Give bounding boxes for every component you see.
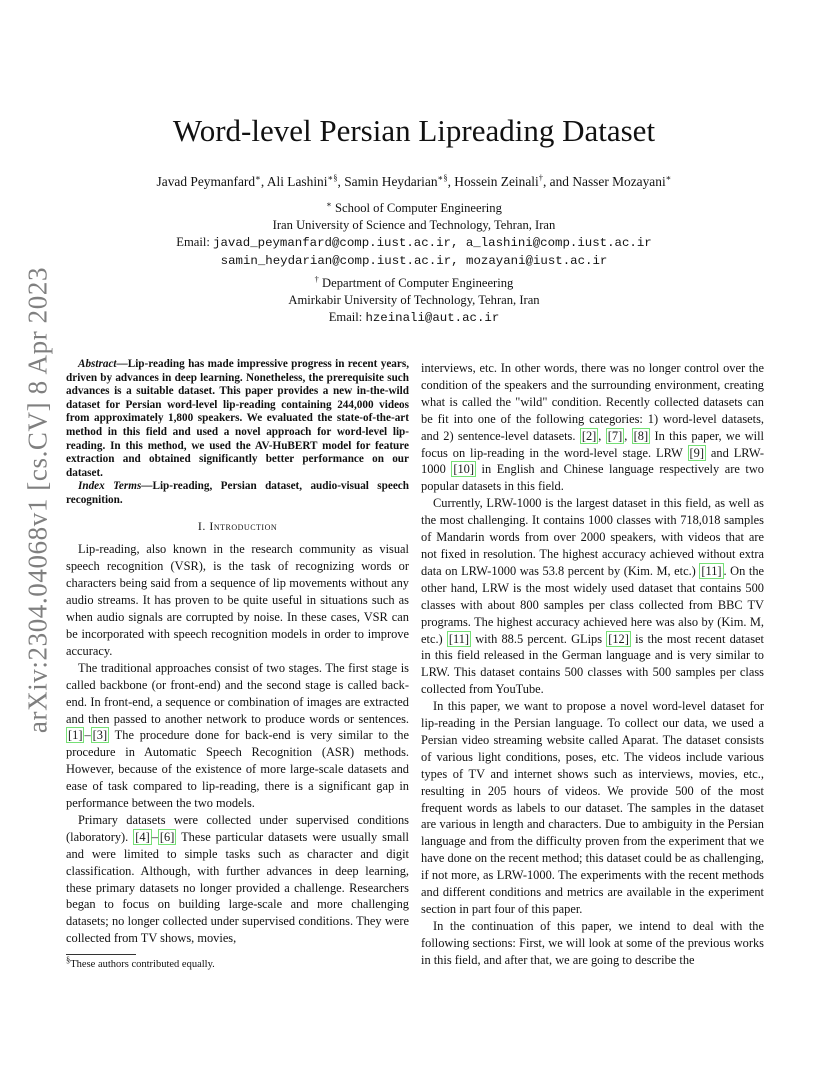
paragraph: Lip-reading, also known in the research community as visual speech recognition (VSR), is the task of recognizing words or characters being said from a sequence of lip movements without any audio streams. It has proven to be quite useful in situations such as when audio signals are corrupted by noise. In these cases, VSR can be incorporated with speech recognition models in order to improve accuracy. (66, 542, 409, 658)
paper-title: Word-level Persian Lipreading Dataset (172, 113, 656, 148)
citation-link[interactable]: [7] (607, 428, 623, 443)
affiliation-univ: Iran University of Science and Technology, Tehran, Iran (272, 218, 556, 232)
affiliation-2: † Department of Computer Engineering Amirkabir University of Technology, Tehran, Iran Email: hzeinali@aut.ac.ir (0, 275, 828, 327)
paragraph: interviews, etc. In other words, there was no longer control over the condition of the speakers and the surrounding environment, creating what is called the "wild" condition. Recently collected datasets can be fit into one of the following categories: 1) word-level datasets, and 2) sentence-level datasets. [2] , [7] , [8] In this paper, we will focus on lip-reading in the word-level stage. LRW [9] and LRW-1000 [10] in English and Chinese language respectively are two popular datasets in this field. (421, 361, 764, 494)
paragraph: The traditional approaches consist of two stages. The first stage is called backbone (or front-end) and the second stage is called back-end. In front-end, a sequence or combination of images are extracted and then passed to another network to produce words or sentences. [1] – [3] The procedure done for back-end is very similar to the procedure in Automatic Speech Recognition (ASR) methods. However, because of the existence of more large-scale datasets and ease of task compared to lip-reading, there is a significant gap in performance between the two models. (66, 660, 409, 811)
author-name: Samin Heydarian (344, 174, 438, 189)
citation-link[interactable]: [9] (689, 445, 704, 460)
section-heading: I. Introduction (197, 518, 278, 533)
citation-link[interactable]: [12] (608, 631, 629, 646)
footnote-rule (66, 954, 136, 955)
arxiv-stamp (8, 266, 68, 734)
left-column (66, 358, 409, 947)
index-terms: Index Terms—Lip-reading, Persian dataset, audio-visual speech recognition. (66, 480, 409, 506)
email: hzeinali@aut.ac.ir (365, 311, 500, 325)
citation-link[interactable]: [4] (135, 829, 150, 844)
author-name: Hossein Zeinali (454, 174, 539, 189)
affiliation-dept: School of Computer Engineering (335, 201, 502, 215)
paragraph: In the continuation of this paper, we intend to deal with the following sections: First, we will look at some of the previous works in this field, and after that, we are going to describe the (421, 918, 764, 967)
footnote: §These authors contributed equally. (66, 954, 215, 970)
email-list: samin_heydarian@comp.iust.ac.ir, mozayani@iust.ac.ir (220, 254, 608, 268)
citation-link[interactable]: [11] (448, 631, 470, 646)
abstract: Abstract—Lip-reading has made impressive progress in recent years, driven by advances in deep learning. Nonetheless, the prerequisite such advances is a suitable dataset. This paper provides a new in-the-wild dataset for Persian word-level lip-reading containing 244,000 videos from approximately 1,800 speakers. We evaluated the state-of-the-art method in this field and used a novel approach for word-level lip-reading. In this method, we used the AV-HuBERT model for feature extraction and obtained significantly better performance on our dataset. (66, 358, 409, 479)
arxiv-stamp-text: arXiv:2304.04068v1 [cs.CV] 8 Apr 2023 (22, 266, 53, 734)
author-name: Javad Peymanfard (156, 174, 256, 189)
author-name: and Nasser Mozayani (549, 174, 666, 189)
affiliation-dept: Department of Computer Engineering (322, 276, 514, 290)
citation-link[interactable]: [3] (92, 728, 108, 743)
author-name: Ali Lashini (266, 174, 328, 189)
right-column (421, 360, 764, 969)
author-list: Javad Peymanfard∗, Ali Lashini∗§, Samin Heydarian∗§, Hossein Zeinali†, and Nasser Mozayani∗ (156, 172, 672, 189)
citation-link[interactable]: [11] (701, 563, 722, 578)
citation-link[interactable]: [6] (159, 829, 175, 844)
citation-link[interactable]: [10] (453, 462, 474, 477)
citation-link[interactable]: [1] (68, 728, 83, 743)
paragraph: In this paper, we want to propose a novel word-level dataset for lip-reading in the Persian language. To collect our data, we used a Persian video streaming website called Aparat. The dataset consists of various light conditions, poses, etc. The videos include various types of TV and internet shows such as interviews, movies, etc., resulting in 205 hours of videos. We provide 500 of the most frequent words as labels to our dataset. The samples in the dataset are various in length and characters. Due to ambiguity in the Persian language and from the difficulty proven from the experiment that we have done on the recent method; this dataset could be as challenging, if not more, as LRW-1000. The experiments with the recent methods and different conditions and metrics are available in the experiment section in part four of this paper. (421, 699, 764, 916)
citation-link[interactable]: [2] (581, 428, 597, 443)
citation-link[interactable]: [8] (633, 428, 649, 443)
paragraph: Primary datasets were collected under supervised conditions (laboratory). [4] – [6] These particular datasets were usually small and were limited to simple tasks such as character and digit classification. Although, with further advances in deep learning, these primary datasets no longer provided a challenge. Researchers began to focus on building large-scale and more challenging datasets; no longer collected under supervised conditions. They were collected from TV shows, movies, (66, 812, 409, 946)
affiliation-1: ∗ School of Computer Engineering Iran University of Science and Technology, Tehran, Iran Email: javad_peymanfard@comp.iust.ac.ir, a_lashini@comp.iust.ac.ir samin_heydarian@comp.iust.ac.ir, mozayani@iust.ac.ir (0, 200, 828, 270)
paragraph: Currently, LRW-1000 is the largest dataset in this field, as well as the most challenging. It contains 1000 classes with 718,018 samples of Mandarin words from over 2000 speakers, with videos that are not fixed in resolution. The highest accuracy achieved without extra data on LRW-1000 was 53.8 percent by (Kim. M, etc.) [11] . On the other hand, LRW is the most widely used dataset that contains 500 classes with about 800 samples per class collected from BBC TV programs. The highest accuracy achieved here was also by (Kim. M, etc.) [11] with 88.5 percent. GLips [12] is the most recent dataset in this field released in the German language and is very similar to LRW. This dataset contains 500 classes with 500 samples per class collected from YouTube. (421, 496, 765, 697)
email-list: javad_peymanfard@comp.iust.ac.ir, a_lashini@comp.iust.ac.ir (213, 236, 652, 250)
affiliation-univ: Amirkabir University of Technology, Tehran, Iran (288, 293, 540, 307)
